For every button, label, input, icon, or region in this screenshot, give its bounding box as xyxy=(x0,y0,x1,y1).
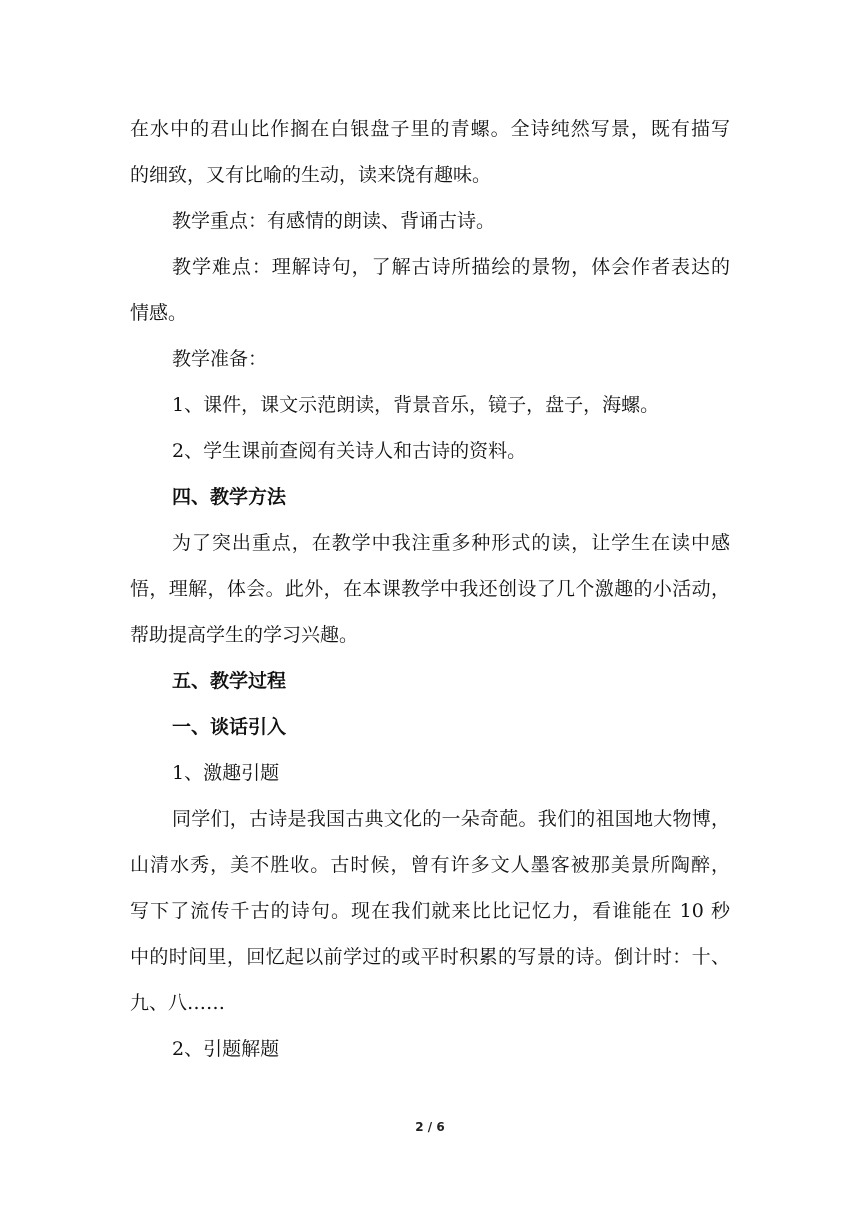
page-number: 2 / 6 xyxy=(415,1120,445,1134)
text-line: 九、八…… xyxy=(130,992,226,1014)
section-heading-methods: 四、教学方法 xyxy=(172,486,287,508)
text-line: 同学们，古诗是我国古典文化的一朵奇葩。我们的祖国地大物博， xyxy=(172,808,730,830)
text-line: 在水中的君山比作搁在白银盘子里的青螺。全诗纯然写景，既有描写 xyxy=(130,118,730,140)
preparation-item-1: 1、课件，课文示范朗读，背景音乐，镜子，盘子，海螺。 xyxy=(172,394,660,416)
teaching-difficulty: 教学难点：理解诗句，了解古诗所描绘的景物，体会作者表达的 xyxy=(172,256,730,278)
preparation-item-2: 2、学生课前查阅有关诗人和古诗的资料。 xyxy=(172,440,527,462)
step-heading-2: 2、引题解题 xyxy=(172,1038,280,1060)
text-line: 的细致，又有比喻的生动，读来饶有趣味。 xyxy=(130,164,492,186)
text-line: 中的时间里，回忆起以前学过的或平时积累的写景的诗。倒计时：十、 xyxy=(130,946,730,968)
subsection-heading-intro: 一、谈话引入 xyxy=(172,716,287,738)
text-line: 写下了流传千古的诗句。现在我们就来比比记忆力，看谁能在 10 秒 xyxy=(130,900,730,922)
text-line: 情感。 xyxy=(130,302,188,324)
text-line: 为了突出重点，在教学中我注重多种形式的读，让学生在读中感 xyxy=(172,532,730,554)
step-heading-1: 1、激趣引题 xyxy=(172,762,280,784)
text-line: 山清水秀，美不胜收。古时候，曾有许多文人墨客被那美景所陶醉， xyxy=(130,854,730,876)
text-line: 帮助提高学生的学习兴趣。 xyxy=(130,624,359,646)
teaching-focus: 教学重点：有感情的朗读、背诵古诗。 xyxy=(172,210,496,232)
teaching-preparation-label: 教学准备： xyxy=(172,348,268,370)
text-line: 悟，理解，体会。此外，在本课教学中我还创设了几个激趣的小活动， xyxy=(130,578,730,600)
section-heading-process: 五、教学过程 xyxy=(172,670,287,692)
